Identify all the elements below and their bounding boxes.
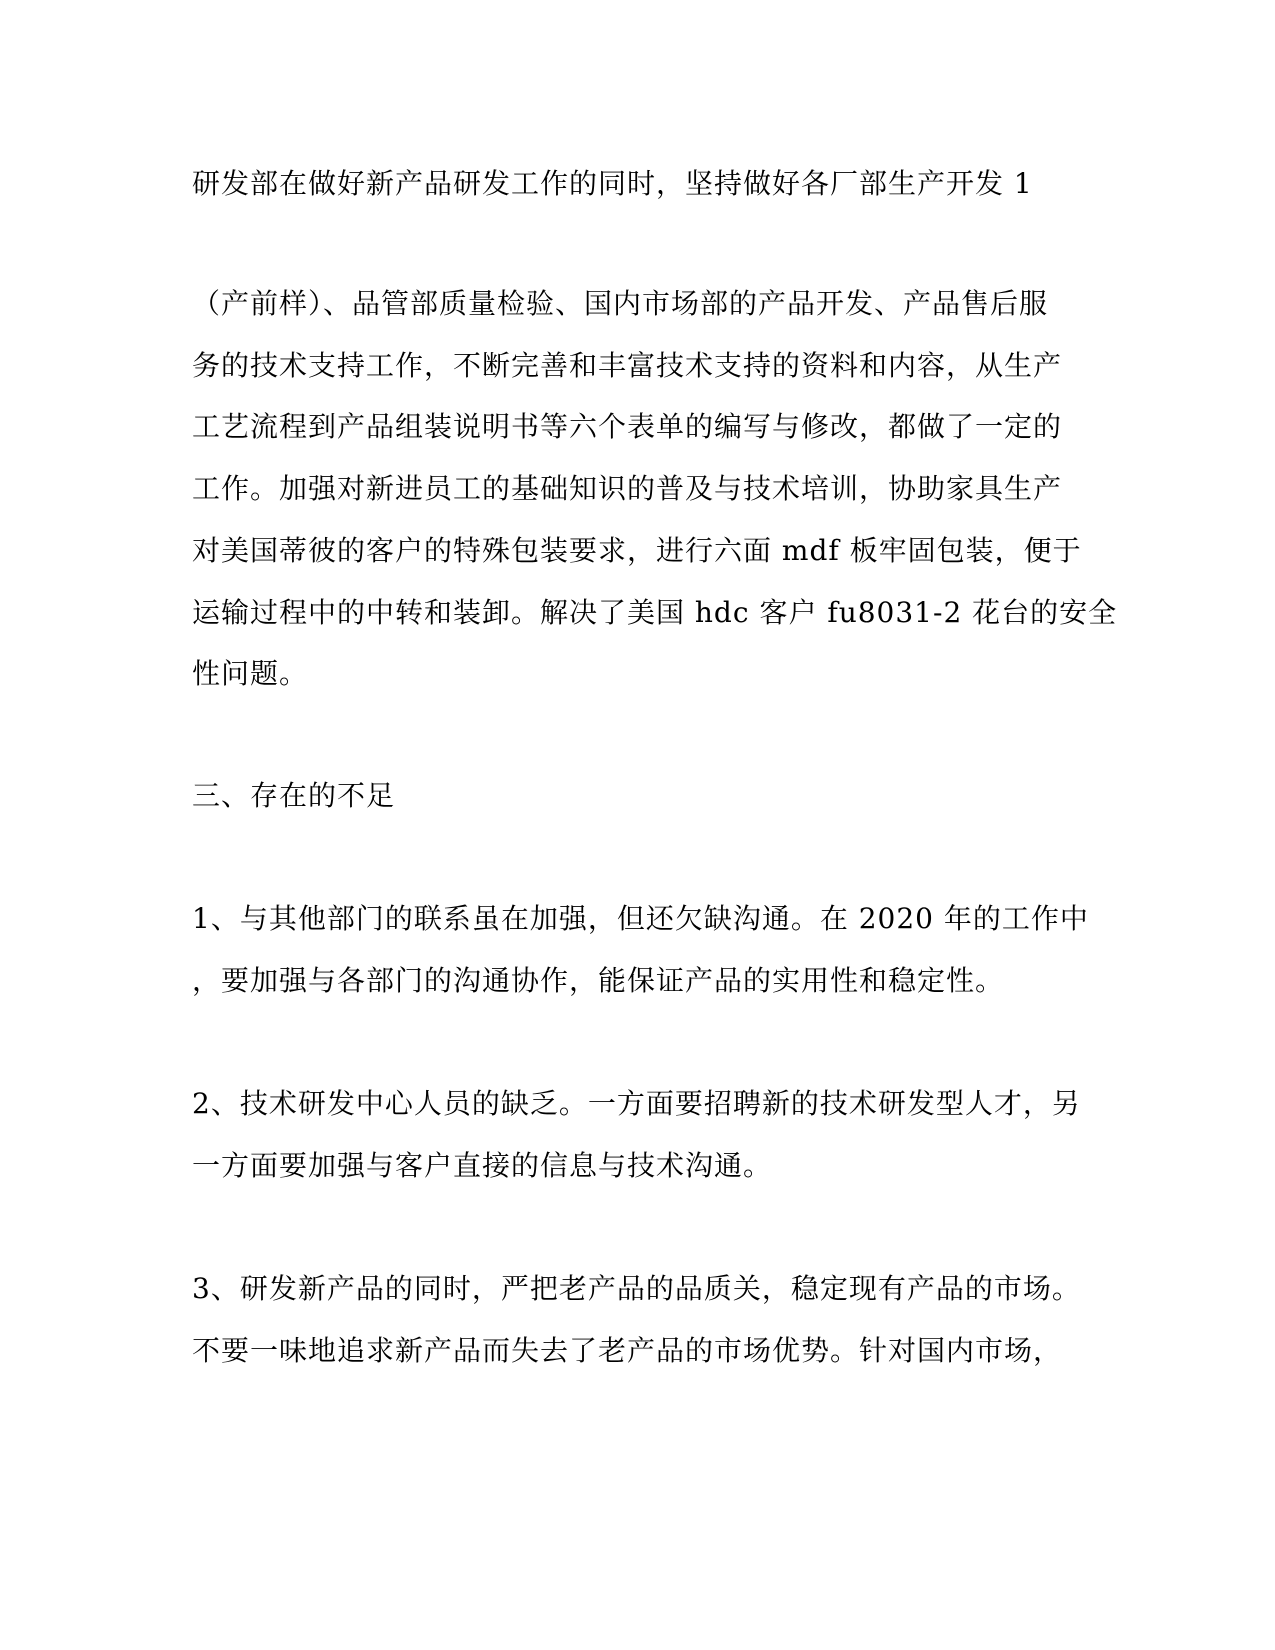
text-line-8: 性问题。 [192, 657, 309, 690]
text-line-5: 工作。加强对新进员工的基础知识的普及与技术培训，协助家具生产 [192, 472, 1063, 505]
text-line-13: 一方面要加强与客户直接的信息与技术沟通。 [192, 1149, 773, 1182]
text-line-12: 2、技术研发中心人员的缺乏。一方面要招聘新的技术研发型人才，另 [192, 1087, 1081, 1120]
text-line-4: 工艺流程到产品组装说明书等六个表单的编写与修改，都做了一定的 [192, 410, 1063, 443]
section-heading: 三、存在的不足 [192, 779, 396, 812]
text-line-11: ，要加强与各部门的沟通协作，能保证产品的实用性和稳定性。 [192, 964, 1005, 997]
text-line-3: 务的技术支持工作，不断完善和丰富技术支持的资料和内容，从生产 [192, 349, 1063, 382]
text-line-15: 不要一味地追求新产品而失去了老产品的市场优势。针对国内市场， [192, 1334, 1063, 1367]
text-line-10: 1、与其他部门的联系虽在加强，但还欠缺沟通。在 2020 年的工作中 [192, 902, 1089, 935]
text-line-7: 运输过程中的中转和装卸。解决了美国 hdc 客户 fu8031-2 花台的安全 [192, 596, 1118, 629]
text-line-14: 3、研发新产品的同时，严把老产品的品质关，稳定现有产品的市场。 [192, 1272, 1081, 1305]
text-line-2: （产前样）、品管部质量检验、国内市场部的产品开发、产品售后服 [192, 287, 1049, 320]
text-line-6: 对美国蒂彼的客户的特殊包装要求，进行六面 mdf 板牢固包装，便于 [192, 534, 1082, 567]
text-line-1: 研发部在做好新产品研发工作的同时，坚持做好各厂部生产开发 1 [192, 167, 1033, 200]
